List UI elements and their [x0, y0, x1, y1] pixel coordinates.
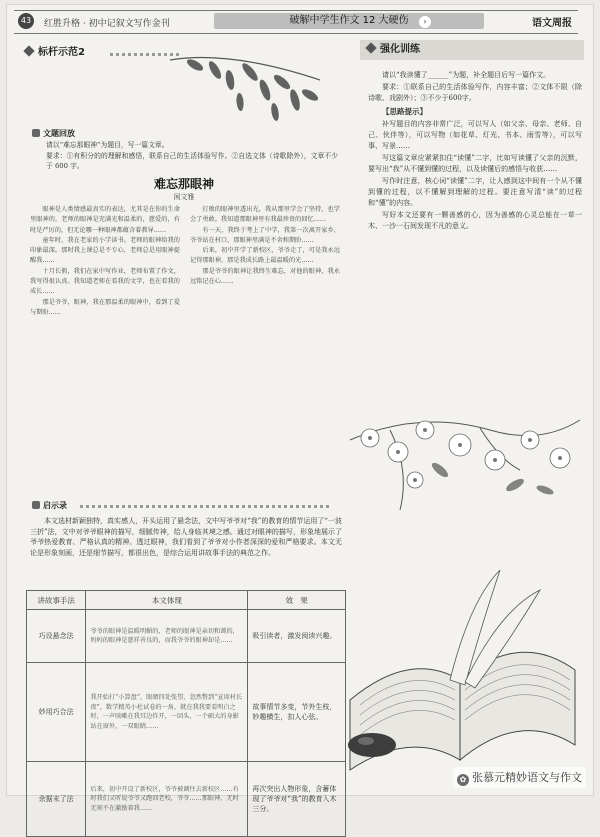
wechat-icon: ✿ [457, 774, 469, 786]
article-col-1 [30, 205, 180, 318]
table-row: 余据末了法 后来，初中开设了新校区，爷爷被调往去新校区……有时我们又听说爷爷又跑回老校，爷爷……那眼神，无时无刻不在激励着我…… 再次突出人物形象，含蓄体现了爷爷对“我”的教育入木三分。 [27, 762, 346, 837]
hint-paragraph: 写作时注意，核心词“读懂”二字，让人感到这中间有一个从不懂到懂的过程，以不懂解到理解的过程。要注意写清“读”的过程和“懂”的内容。 [368, 177, 582, 207]
article-author: 闲文雅 [173, 193, 195, 201]
arrow-icon: › [419, 16, 431, 28]
training-requirements: 要求：①联系自己的生活体验写作，内容丰富；②文体不限（除诗歌、戏剧外）；③不少于600字。 [368, 83, 582, 102]
column-label: 红胜升格 · 初中记叙文写作金刊 [44, 19, 170, 29]
article-paragraph: 十月长假，我们在家中写作业，老师布置了作文，我写得很认真。我知道老师在看我的文字，也在看我的成长…… [30, 267, 180, 296]
book-flowers-illustration [330, 400, 592, 792]
training-task: 请以“我读懂了______”为题，补全题目后写一篇作文。 [382, 71, 551, 79]
article-col-2 [190, 205, 340, 287]
prompt-text: 请以“难忘那眼神”为题目，写一篇文章。 要求：①有积分的的理解和感悟，联系自己的生活体验写作。②自选文体（诗歌除外），文章不少于 600 字。 [46, 141, 338, 170]
page-header [14, 10, 578, 34]
comment-tag: 启示录 [32, 500, 67, 511]
training-text [368, 70, 582, 233]
article-paragraph: 那是爷爷，眼神，我在那温柔的眼神中，看到了爱与期盼…… [30, 298, 180, 316]
series-title: 破解中学生作文 12 大硬伤 [289, 15, 409, 26]
tag-icon [32, 129, 40, 137]
article-paragraph: 眼神是人类情感最真实的表达，尤其是在你的生命里眼神的，老师的眼神是充满光和温柔的，慈爱的，有时是严厉的，但无论哪一种眼神都蕴含着教导…… [30, 206, 180, 234]
section-marker-icon [23, 45, 34, 56]
table-header: 效 果 [248, 591, 346, 610]
series-banner [214, 13, 484, 29]
hint-title: 【思路提示】 [382, 107, 427, 116]
leaves-illustration [170, 40, 320, 125]
article-paragraph: 那是爷爷的眼神让我终生难忘，对他的眼神，我永远铭记在心…… [190, 267, 340, 286]
article-paragraph: 打败的眼神里透出光，我从那里学会了坚持，也学会了勇敢。我知道那眼神里有我最珍贵的回忆…… [190, 206, 340, 224]
comment-divider [80, 505, 330, 508]
comment-text: 本文选材新颖独特，真实感人，开头运用了悬念法，文中写爷爷对“我”的教育的情节运用了“一波三折”法，文中对爷爷眼神的描写，细腻传神，给人身临其境之感。通过对眼神的描写，形象地展示了爷爷热爱教育、严格认真的精神。透过眼神，我们看到了爷爷对小作者深深的爱和严格要求。本文无论是形象刻画，还是细节描写，都很出色，是综合运用讲故事手法的典范之作。 [30, 517, 342, 557]
brand-logo: 语文周报 [532, 18, 572, 29]
section-title-training: 强化训练 [366, 41, 420, 59]
watermark: ✿ 张慕元精妙语文与作文 [453, 767, 586, 788]
table-row: 巧设悬念法 爷爷的眼神是温暖明媚的，老师的眼神是亲切和蔼的，妈妈的眼神是慈祥善良的，而我爷爷的眼神却是…… 吸引读者，激发阅读兴趣。 [27, 610, 346, 663]
article-paragraph: 后来，初中开学了新校区，爷爷走了，可是我永远记得那眼神，那是我成长路上最温暖的光…… [190, 247, 340, 265]
table-header: 本文体现 [86, 591, 248, 610]
page-number: 43 [18, 13, 34, 29]
section-title-exemplar: 标杆示范2 [24, 44, 85, 62]
table-row: 妙用巧合法 我开始打“小算盘”，眼睛四处张望，忽然瞥到“宣席村长夜”，数学精英小杜试卷的一角，就在我我要看明白之时，一声咳嗽在我耳边炸开，一回头，一个硕大的身影站在窗外，一双眼睛…… 故事情节多变，节外生枝，妙趣横生，扣人心弦。 [27, 663, 346, 762]
hint-paragraph: 写好本文还要有一颗善感的心，因为善感的心灵总能在一草一木、一沙一石间发现不凡的意义。 [368, 211, 582, 230]
article-paragraph: 童年时，我在老家的小学读书。老师的眼神给我的印象最深。那时我上课总是不专心，老师总是用眼神提醒我…… [30, 236, 180, 265]
inkstone-icon [348, 733, 396, 757]
hint-paragraph: 写这篇文章应紧紧扣住“读懂”二字，比如写读懂了父亲的沉默，要写出“我”从不懂到懂的过程，以及读懂后的感悟与收获…… [368, 154, 582, 173]
hint-paragraph: 补写题目的内容非常广泛，可以写人（如父亲、母亲、老师、自己、伙伴等），可以写物（如花草、灯光、书本、雨雪等），可以写事、写景…… [368, 120, 582, 150]
table-header: 讲故事手法 [27, 591, 86, 610]
tag-icon [32, 501, 40, 509]
article-title: 难忘那眼神 [153, 177, 214, 191]
prompt-tag: 文题回放 [32, 128, 75, 139]
section-marker-icon [365, 42, 376, 53]
article-paragraph: 有一天，我终于考上了中学，我第一次离开家乡，爷爷站在村口，那眼神里满是不舍和期盼…… [190, 226, 340, 244]
